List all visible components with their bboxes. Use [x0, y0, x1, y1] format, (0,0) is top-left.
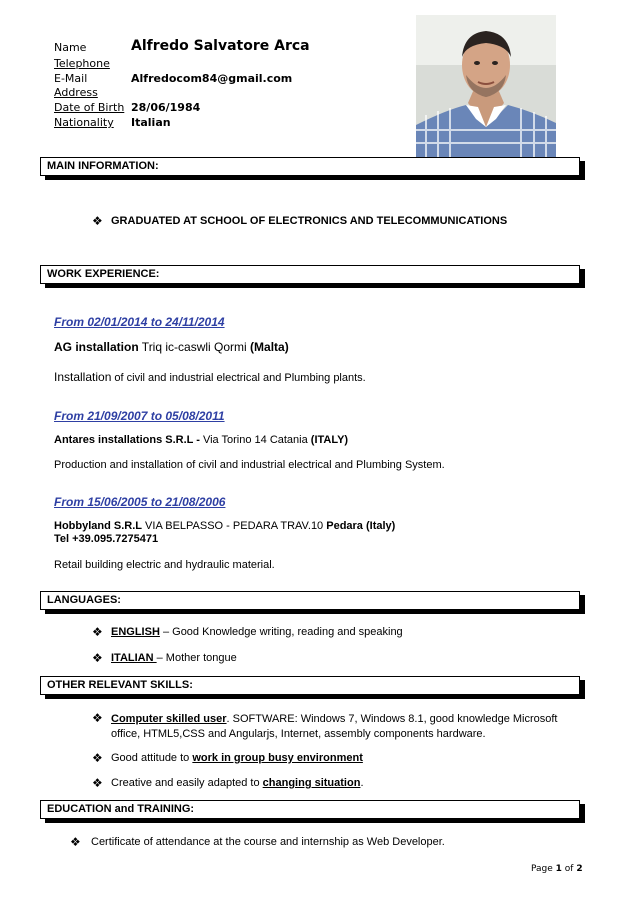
job-company-line — [54, 340, 289, 354]
email-value[interactable]: Alfredocom84@gmail.com — [131, 72, 293, 85]
diamond-bullet-icon: ❖ — [92, 751, 103, 765]
telephone-label: Telephone — [54, 57, 110, 70]
job-date: From 21/09/2007 to 05/08/2011 — [54, 409, 225, 423]
main-info-item: GRADUATED AT SCHOOL OF ELECTRONICS AND TELECOMMUNICATIONS — [111, 215, 508, 227]
job-company: Hobbyland S.R.L — [54, 520, 142, 532]
name-value: Alfredo Salvatore Arca — [131, 38, 310, 54]
job-telephone: Tel +39.095.7275471 — [54, 533, 159, 545]
dob-value: 28/06/1984 — [131, 101, 201, 114]
job-company-line — [54, 520, 395, 532]
skill-item: Creative and easily adapted to changing situation. — [111, 777, 364, 789]
job-address: VIA BELPASSO - PEDARA TRAV.10 — [142, 520, 327, 532]
diamond-bullet-icon: ❖ — [92, 711, 103, 725]
section-languages — [40, 591, 580, 610]
section-education — [40, 800, 580, 819]
nationality-value: Italian — [131, 116, 171, 129]
diamond-bullet-icon: ❖ — [92, 214, 103, 228]
job-description: Installation of civil and industrial electrical and Plumbing plants. — [54, 370, 366, 384]
education-item: Certificate of attendance at the course and internship as Web Developer. — [91, 836, 445, 848]
section-title: OTHER RELEVANT SKILLS: — [47, 679, 193, 691]
diamond-bullet-icon: ❖ — [92, 625, 103, 639]
language-name: ENGLISH — [111, 626, 160, 638]
address-label: Address — [54, 86, 98, 99]
job-description: Production and installation of civil and industrial electrical and Plumbing System. — [54, 459, 445, 471]
job-country: Pedara (Italy) — [326, 520, 396, 532]
section-other-skills — [40, 676, 580, 695]
section-title: MAIN INFORMATION: — [47, 160, 159, 172]
section-main-information — [40, 157, 580, 176]
language-item: ITALIAN – Mother tongue — [111, 652, 237, 664]
job-date: From 02/01/2014 to 24/11/2014 — [54, 315, 225, 329]
nationality-label: Nationality — [54, 116, 114, 129]
skill-item: Computer skilled user. SOFTWARE: Windows 7, Windows 8.1, good knowledge Microsoft office, HTML5,CSS and Angularjs, Internet, assembly components hardware. — [111, 713, 558, 740]
job-description: Retail building electric and hydraulic material. — [54, 559, 275, 571]
job-company: AG installation — [54, 340, 139, 354]
skill-item: Good attitude to work in group busy environment — [111, 752, 363, 764]
section-title: EDUCATION and TRAINING: — [47, 803, 195, 815]
dob-label: Date of Birth — [54, 101, 125, 114]
job-date: From 15/06/2005 to 21/08/2006 — [54, 495, 226, 509]
section-work-experience — [40, 265, 580, 284]
job-company-line — [54, 434, 348, 446]
diamond-bullet-icon: ❖ — [70, 835, 81, 849]
language-name: ITALIAN — [111, 652, 157, 664]
profile-photo — [416, 15, 556, 157]
diamond-bullet-icon: ❖ — [92, 776, 103, 790]
diamond-bullet-icon: ❖ — [92, 651, 103, 665]
job-country: (Malta) — [250, 340, 289, 354]
page-number: Page 1 of 2 — [531, 864, 583, 874]
language-item: ENGLISH – Good Knowledge writing, reading and speaking — [111, 626, 403, 638]
job-company: Antares installations S.R.L - — [54, 434, 203, 446]
section-title: WORK EXPERIENCE: — [47, 268, 160, 280]
email-label: E-Mail — [54, 72, 88, 85]
job-address: Via Torino 14 Catania — [202, 434, 311, 446]
name-label: Name — [54, 41, 87, 54]
job-country: (ITALY) — [310, 434, 349, 446]
job-address: Triq ic-caswli Qormi — [138, 340, 251, 354]
section-title: LANGUAGES: — [47, 594, 121, 606]
